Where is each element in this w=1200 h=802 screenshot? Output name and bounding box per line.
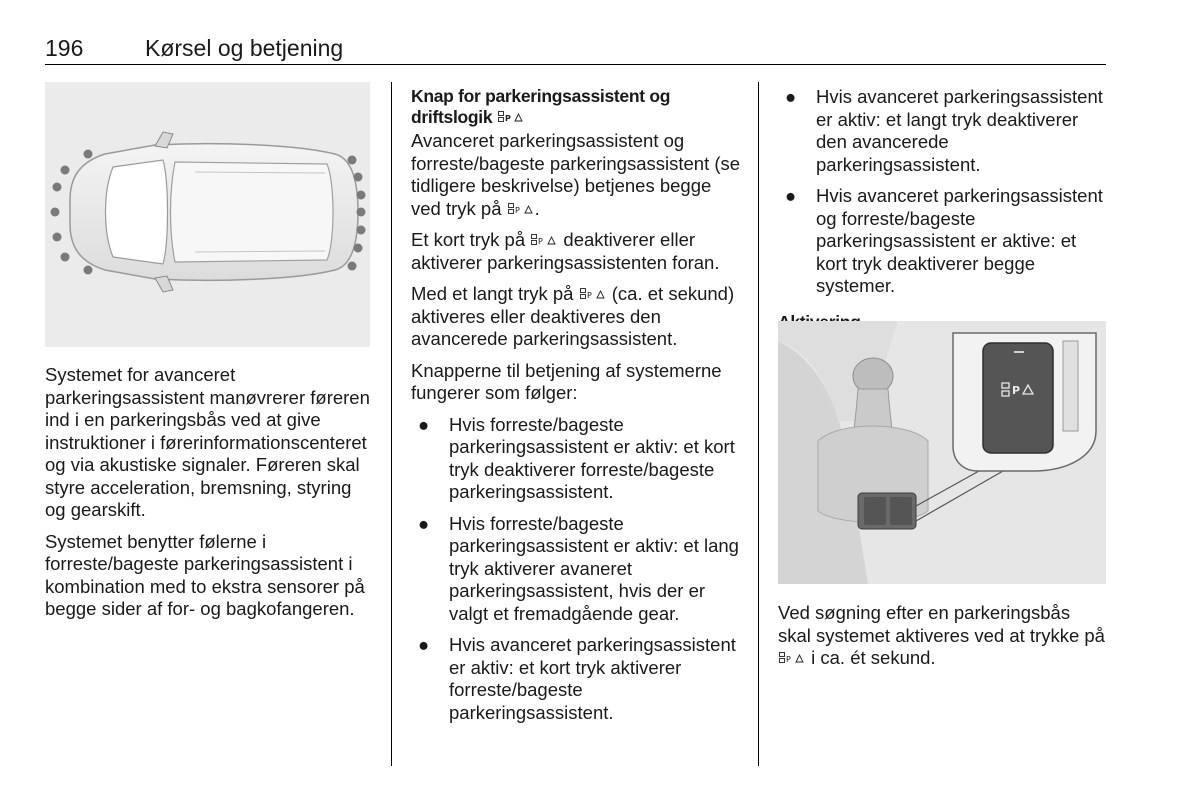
paragraph-long-press [411, 283, 741, 351]
list-item-text: Hvis avanceret parkeringsassistent og forreste/bageste parkeringsassistent er aktive: et kort tryk deaktiverer begge systemer. [816, 185, 1103, 296]
list-item [411, 634, 741, 724]
paragraph-buttons-function: Knapperne til betjening af systemerne fungerer som følger: [411, 359, 722, 403]
list-item-text: Hvis forreste/bageste parkeringsassistent er aktiv: et lang tryk aktiverer avaneret parkeringsassistent, hvis der er valgt et fremadgående gear. [449, 512, 739, 624]
svg-text:P: P [514, 205, 520, 215]
paragraph-short-press-end: deaktiverer eller aktiverer parkeringsassistenten foran. [411, 229, 720, 273]
list-item [778, 86, 1108, 176]
header-rule [45, 64, 1106, 65]
column-1 [45, 364, 375, 630]
paragraph-activation-start: Ved søgning efter en parkeringsbås skal systemet aktiveres ved at trykke på [778, 602, 1105, 646]
parking-assist-button-icon [498, 107, 524, 128]
bullet-list-col2 [411, 414, 741, 725]
heading-button-logic-text: Knap for parkeringsassistent og driftslogik [411, 86, 671, 127]
parking-assist-button-icon [779, 647, 805, 670]
paragraph-long-press-end: (ca. et sekund) aktiveres eller deaktiveres den avancerede parkeringsassistent. [411, 283, 735, 349]
svg-text:P: P [538, 237, 544, 246]
list-item [411, 414, 741, 504]
list-item-text: Hvis avanceret parkeringsassistent er aktiv: et kort tryk aktiverer forreste/bageste parkeringsassistent. [449, 634, 736, 723]
car-top-view-figure [45, 82, 370, 347]
column-divider-left [391, 82, 392, 766]
list-item [411, 513, 741, 626]
svg-text:P: P [586, 291, 592, 300]
column-2 [411, 86, 741, 733]
paragraph-long-press-start: Med et langt tryk på [411, 283, 574, 304]
bullet-icon: ● [785, 185, 797, 206]
svg-text:P: P [504, 114, 511, 123]
list-item [778, 185, 1108, 298]
paragraph-button-operation-end: . [534, 197, 540, 219]
paragraph-activation [778, 602, 1108, 670]
car-roof [171, 162, 334, 262]
svg-text:P: P [1012, 384, 1021, 397]
bullet-list-col3 [778, 86, 1108, 298]
svg-text:P: P [786, 655, 791, 664]
list-item-text: Hvis avanceret parkeringsassistent er aktiv: et langt tryk deaktiverer den avancerede parkeringsassistent. [816, 86, 1103, 175]
list-item-text: Hvis forreste/bageste parkeringsassistent er aktiv: et kort tryk deaktiverer forreste/bageste parkeringsassistent. [449, 413, 735, 502]
paragraph-system-description: Systemet for avanceret parkeringsassistent manøvrerer føreren ind i en parkeringsbås ved at give instruktioner i førerinformationscenteret og via akustiske signaler. Føreren skal styre acceleration, bremsning, styring og gearskift. [45, 364, 370, 520]
paragraph-sensors: Systemet benytter følerne i forreste/bageste parkeringsassistent i kombination med to ekstra sensorer på begge sider af for- og bagkofangeren. [45, 530, 365, 619]
parking-assist-button-icon [508, 198, 534, 221]
paragraph-activation-end: i ca. ét sekund. [811, 647, 936, 668]
console-button-figure [778, 321, 1106, 584]
parking-assist-button-icon [531, 229, 557, 252]
paragraph-short-press-start: Et kort tryk på [411, 229, 526, 250]
bullet-icon: ● [418, 512, 430, 534]
page-number: 196 [45, 35, 84, 61]
bullet-icon: ● [418, 634, 430, 655]
column-3-bottom [778, 602, 1108, 679]
section-title: Kørsel og betjening [145, 35, 344, 61]
heading-button-logic [411, 86, 741, 128]
paragraph-button-operation [411, 130, 741, 220]
bullet-icon: ● [785, 86, 797, 107]
bullet-icon: ● [418, 413, 430, 435]
column-3 [778, 86, 1108, 335]
column-divider-right [758, 82, 759, 766]
paragraph-button-operation-text: Avanceret parkeringsassistent og forreste/bageste parkeringsassistent (se tidligere beskrivelse) betjenes begge ved tryk på [411, 130, 741, 219]
paragraph-short-press [411, 229, 741, 274]
car-windshield [106, 160, 168, 264]
parking-assist-button-icon [580, 283, 606, 306]
